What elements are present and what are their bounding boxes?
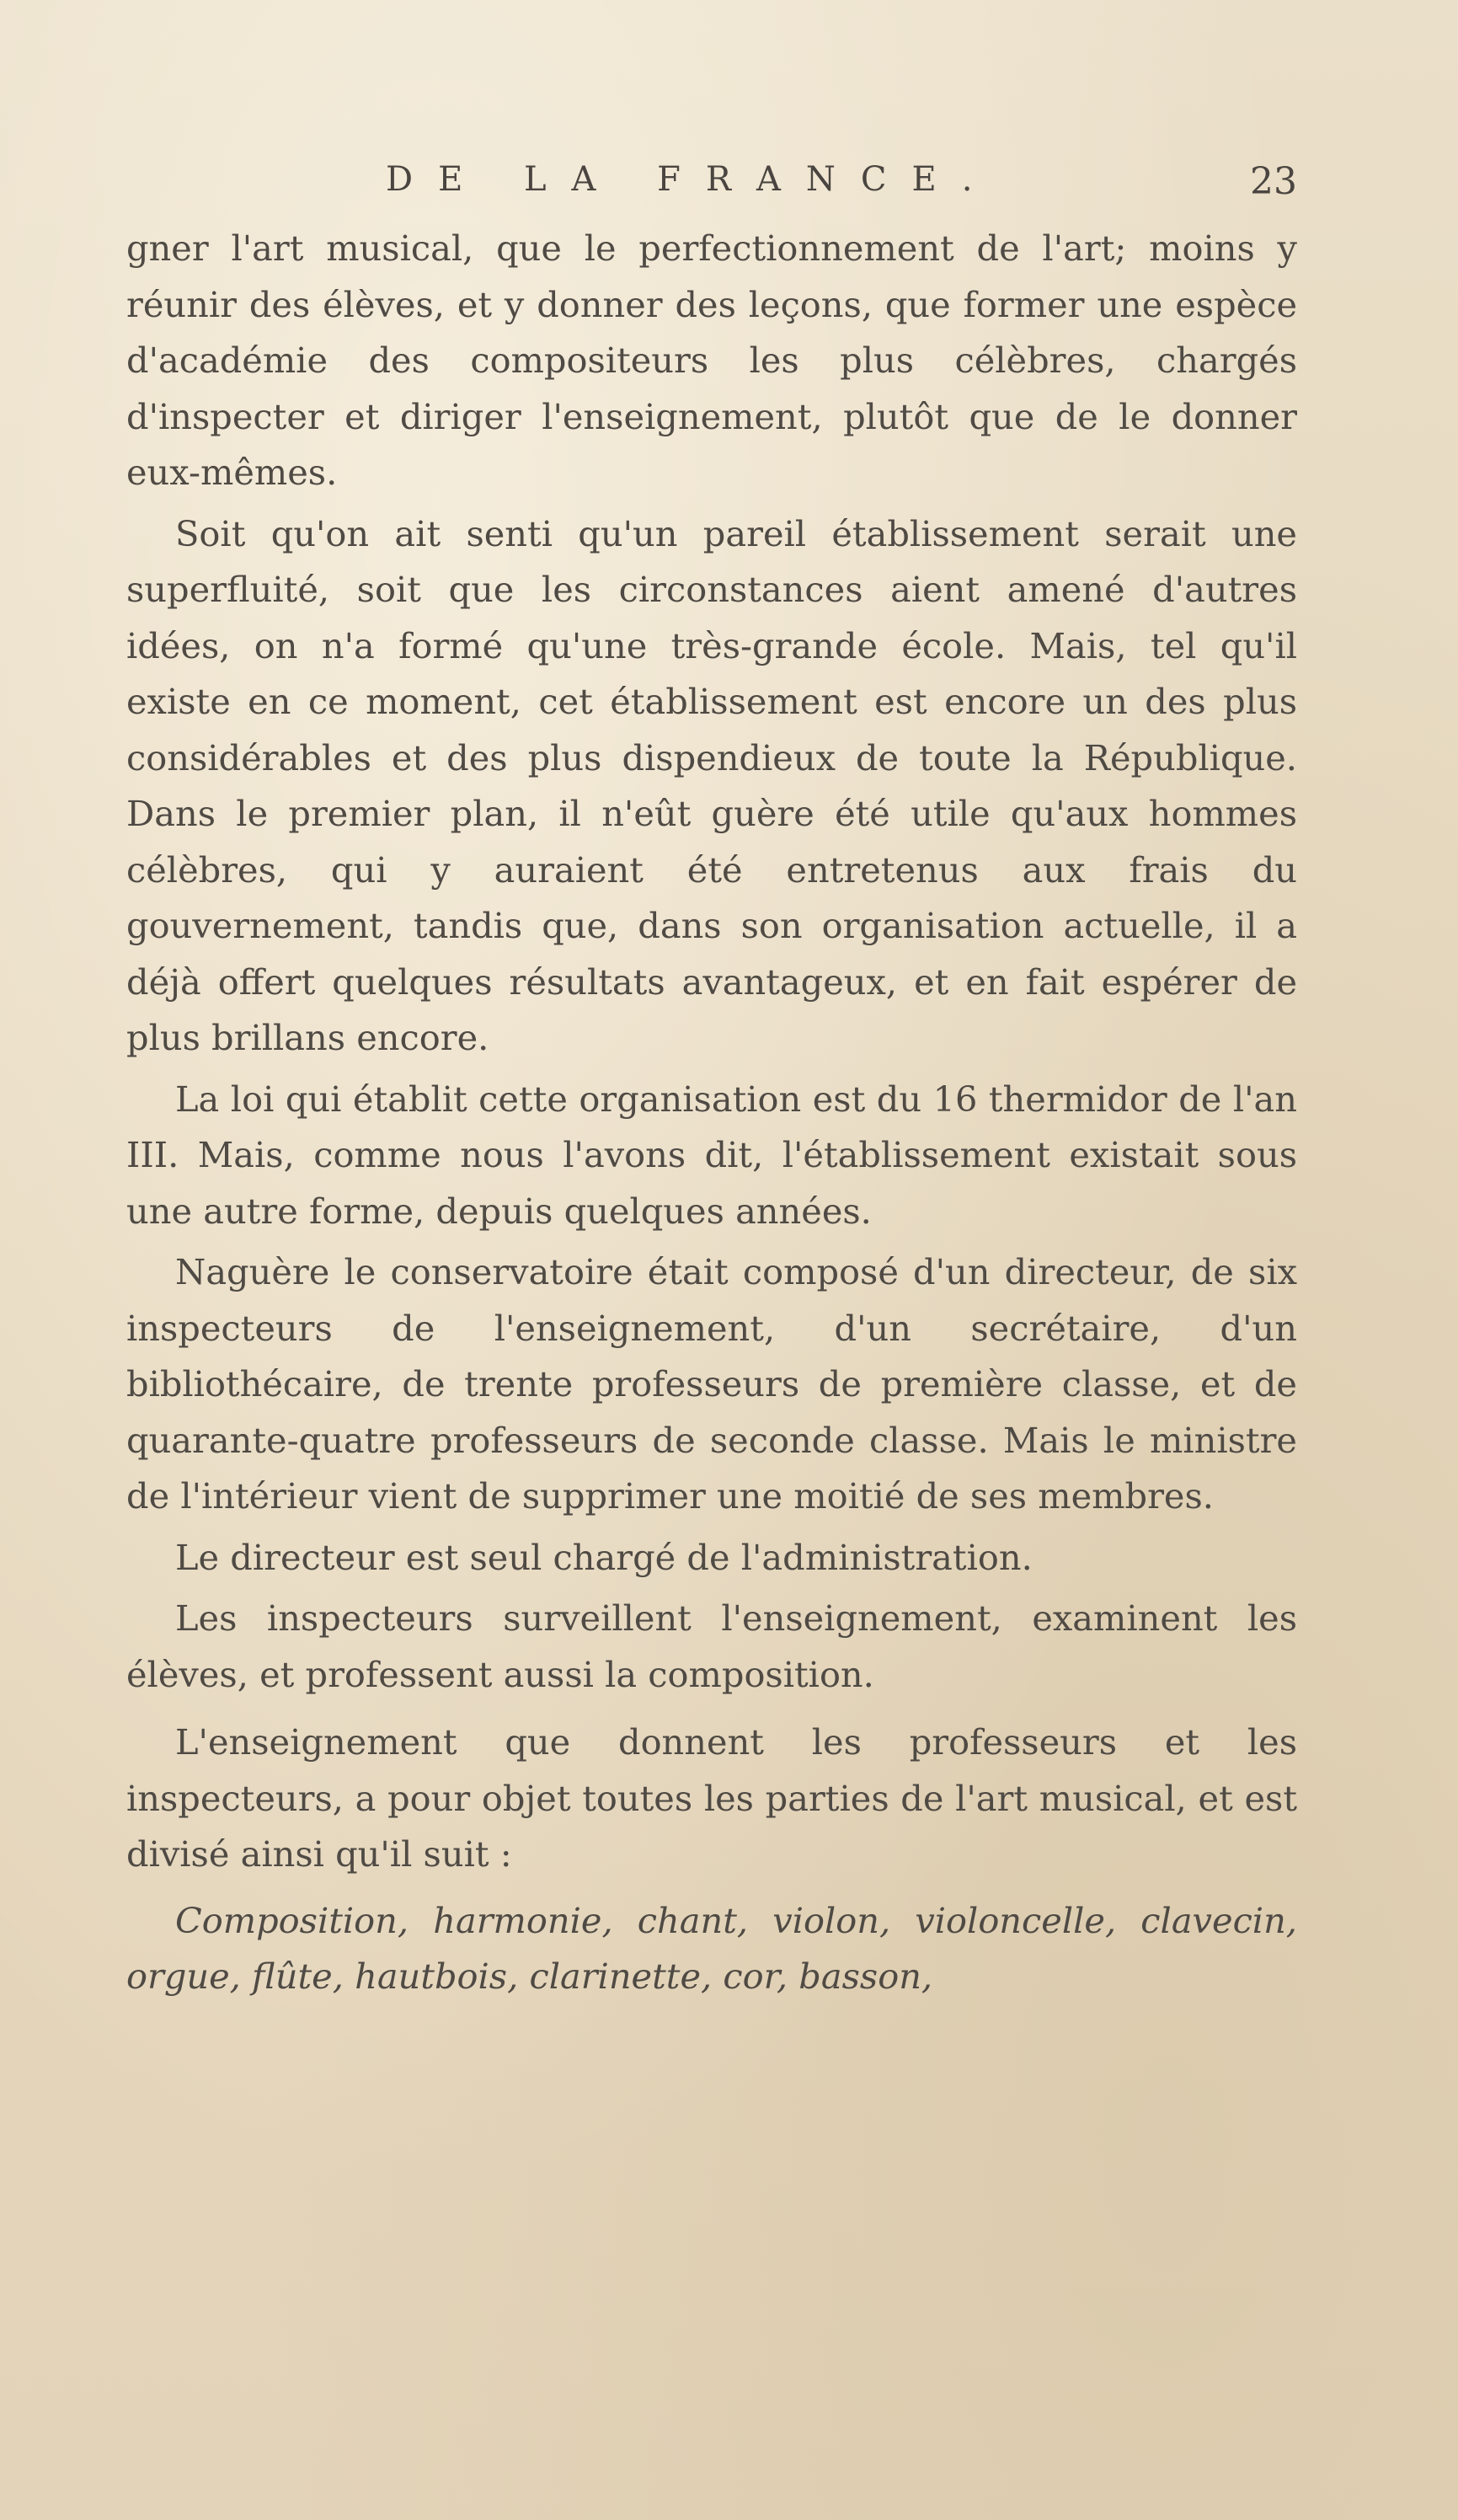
paragraph-5: Le directeur est seul chargé de l'administration. xyxy=(175,1536,1033,1578)
paragraph-3: La loi qui établit cette organisation est du 16 thermidor de l'an III. Mais, comme nous l'avons dit, l'établissement existait sous une autre forme, depuis quelques années. xyxy=(126,1078,1297,1232)
page-header xyxy=(126,160,1297,211)
paragraph-6: Les inspecteurs surveillent l'enseignement, examinent les élèves, et professent aussi la composition. xyxy=(126,1597,1297,1695)
paragraph-7: L'enseignement que donnent les professeurs et les inspecteurs, a pour objet toutes les parties de l'art musical, et est divisé ainsi qu'il suit : xyxy=(126,1721,1297,1875)
page-number: 23 xyxy=(1250,160,1297,203)
paragraph-4: Naguère le conservatoire était composé d'un directeur, de six inspecteurs de l'enseignement, d'un secrétaire, d'un bibliothécaire, de trente professeurs de première classe, et de quarante-quatre professeurs de seconde classe. Mais le ministre de l'intérieur vient de supprimer une moitié de ses membres. xyxy=(126,1251,1297,1517)
paragraph-1: gner l'art musical, que le perfectionnement de l'art; moins y réunir des élèves, et y donner des leçons, que former une espèce d'académie des compositeurs les plus célèbres, chargés d'inspecter et diriger l'enseignement, plutôt que de le donner eux-mêmes. xyxy=(126,227,1297,493)
running-head: DE LA FRANCE. xyxy=(386,160,998,199)
paragraph-2: Soit qu'on ait senti qu'un pareil établissement serait une superfluité, soit que les circonstances aient amené d'autres idées, on n'a formé qu'une très-grande école. Mais, tel qu'il existe en ce moment, cet établissement est encore un des plus considérables et des plus dispendieux de toute la République. Dans le premier plan, il n'eût guère été utile qu'aux hommes célèbres, qui y auraient été entretenus aux frais du gouvernement, tandis que, dans son organisation actuelle, il a déjà offert quelques résultats avantageux, et en fait espérer de plus brillans encore. xyxy=(126,512,1297,1058)
paragraph-8-instrument-list: Composition, harmonie, chant, violon, violoncelle, clavecin, orgue, flûte, hautbois, clarinette, cor, basson, xyxy=(126,1899,1297,1997)
page-body xyxy=(126,221,1297,2010)
